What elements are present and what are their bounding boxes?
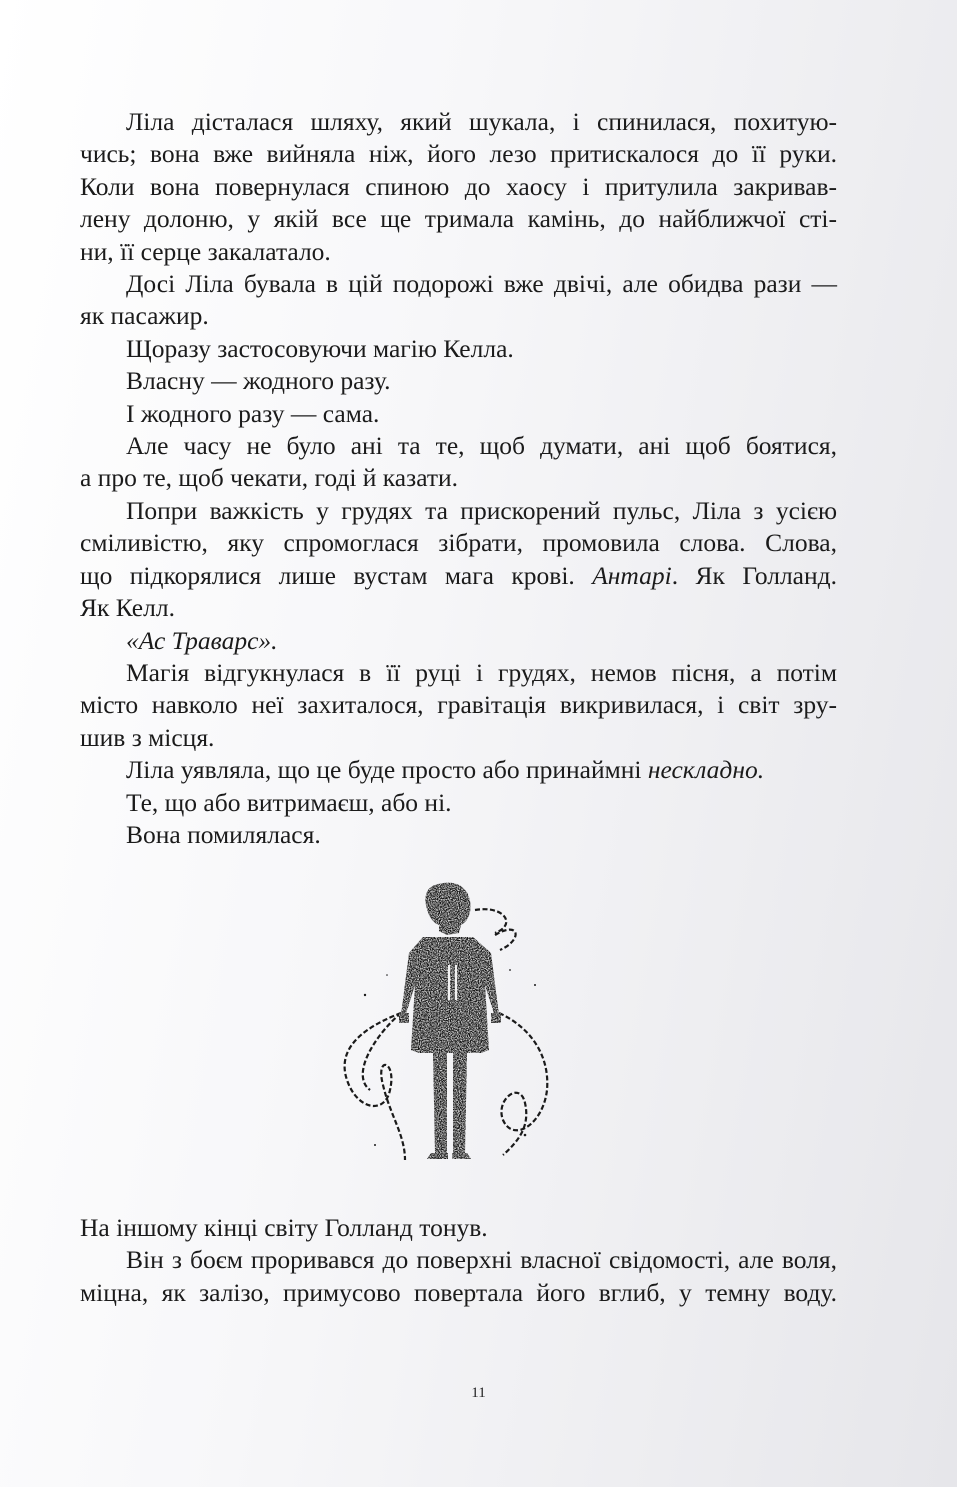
- text-line: чись; вона вже вийняла ніж, його лезо притискалося до її руки.: [80, 139, 837, 169]
- text-line: Те, що або витримаєш, або ні.: [126, 787, 452, 817]
- text-block-top: [80, 106, 837, 851]
- text-line: шив з місця.: [80, 722, 215, 752]
- text-line: міцна, як залізо, примусово повертала його вглиб, у темну воду.: [80, 1277, 837, 1307]
- page-number: 11: [471, 1385, 486, 1401]
- paragraph-3: [80, 333, 837, 365]
- text-line: Власну — жодного разу.: [126, 366, 391, 396]
- text-line: Досі Ліла бувала в цій подорожі вже двічі, але обидва рази —: [126, 269, 837, 299]
- paragraph-5: [80, 398, 837, 430]
- paragraph-9: [80, 657, 837, 754]
- paragraph-11: [80, 787, 837, 819]
- text-line: сміливістю, яку спромоглася зібрати, промовила слова. Слова,: [80, 528, 837, 558]
- text-line: Коли вона повернулася спиною до хаосу і притулила закривав-: [80, 171, 837, 201]
- text-line: ни, її серце закалатало.: [80, 236, 331, 266]
- text-line: Попри важкість у грудях та прискорений пульс, Ліла з усією: [126, 495, 837, 525]
- text-line: І жодного разу — сама.: [126, 398, 380, 428]
- text-fragment: . Як Голланд.: [671, 560, 837, 590]
- text-line: лену долоню, у якій все ще тримала камінь, до найближчої сті-: [80, 204, 837, 234]
- figure-silhouette: [399, 883, 501, 1159]
- paragraph-10: [80, 754, 837, 786]
- text-line: а про те, щоб чекати, годі й казати.: [80, 463, 459, 493]
- text-line: як пасажир.: [80, 301, 209, 331]
- paragraph-2: [80, 268, 837, 333]
- paragraph-8: [80, 625, 837, 657]
- text-line: Але часу не було ані та те, щоб думати, ані щоб боятися,: [126, 431, 837, 461]
- text-line: Як Келл.: [80, 593, 175, 623]
- text-fragment: Ліла уявляла, що це буде просто або принаймні: [126, 755, 648, 785]
- text-fragment: що підкорялися лише вустам мага крові.: [80, 560, 593, 590]
- emphasis-neskladno: нескладно.: [647, 755, 765, 785]
- text-line: Він з боєм проривався до поверхні власної свідомості, але воля,: [126, 1245, 837, 1275]
- paragraph-7: [80, 495, 837, 625]
- text-line: Щоразу застосовуючи магію Келла.: [126, 333, 514, 363]
- paragraph-6: [80, 430, 837, 495]
- text-line: [80, 560, 837, 592]
- paragraph-13: [80, 1212, 837, 1244]
- text-line: На іншому кінці світу Голланд тонув.: [80, 1213, 488, 1242]
- emphasis-antari: Антарі: [592, 560, 672, 590]
- text-line: місто навколо неї захиталося, гравітація викривилася, і світ зру-: [80, 690, 837, 720]
- spell-words: «Ас Траварс».: [126, 625, 278, 655]
- text-line: Ліла дісталася шляху, який шукала, і спинилася, похитую-: [126, 107, 837, 136]
- text-line: Вона помилялася.: [126, 819, 321, 849]
- text-line: Магія відгукнулася в її руці і грудях, немов пісня, а потім: [126, 657, 837, 687]
- paragraph-12: [80, 819, 837, 851]
- paragraph-14: [80, 1244, 837, 1309]
- paragraph-4: [80, 365, 837, 397]
- text-block-bottom: [80, 1212, 837, 1309]
- silhouette-with-chains-illustration: [335, 875, 565, 1175]
- paragraph-1: [80, 106, 837, 268]
